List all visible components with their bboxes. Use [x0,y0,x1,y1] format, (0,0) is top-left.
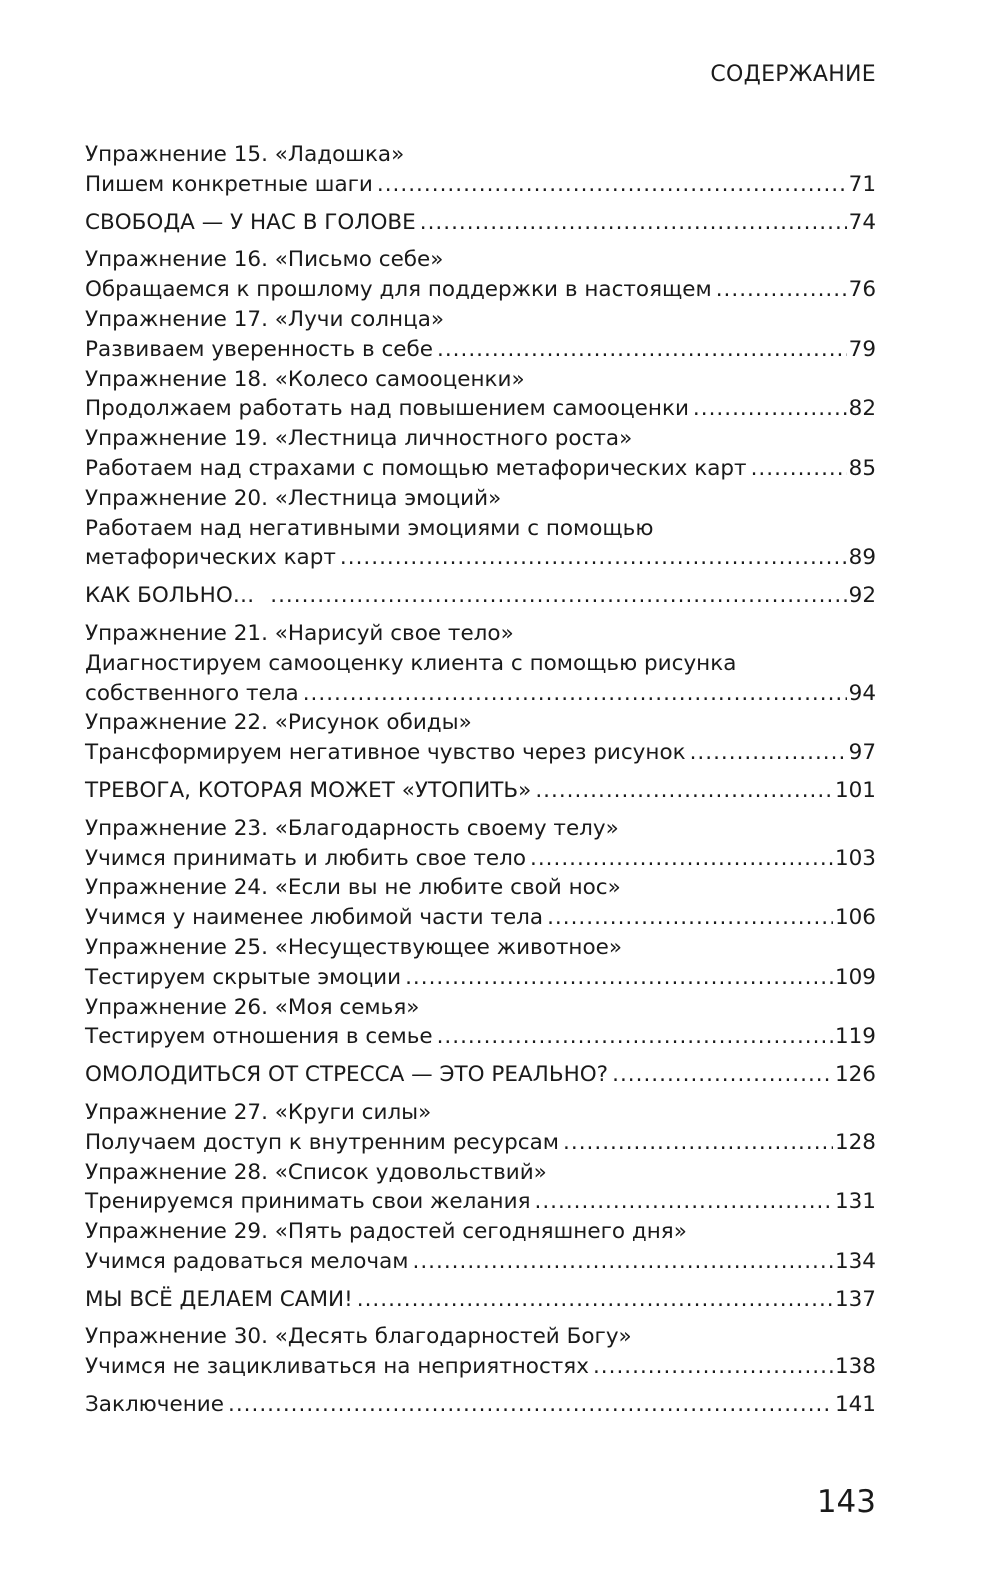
toc-exercise-title: Упражнение 23. «Благодарность своему телу» [85,815,619,841]
toc-entry: Учимся принимать и любить свое тело ..... 103 [85,844,876,874]
toc-exercise-title: Упражнение 24. «Если вы не любите свой нос» [85,875,621,901]
dot-leader [535,1187,833,1217]
page-ref: 101 [834,777,876,803]
dot-leader [593,1352,833,1382]
dot-leader [612,1060,833,1090]
toc-entry: Работаем над страхами с помощью метафорических карт ..... 85 [85,454,876,484]
page-ref: 119 [834,1024,876,1050]
toc-entry: Получаем доступ к внутренним ресурсам ..... 128 [85,1128,876,1158]
toc-entry: Учимся не зацикливаться на неприятностях ..... 138 [85,1352,876,1382]
toc-exercise-title: Упражнение 15. «Ладошка» [85,142,405,167]
page-ref: 134 [834,1248,876,1274]
running-head: СОДЕРЖАНИЕ [710,62,876,87]
dot-leader [340,543,847,573]
page-ref: 141 [834,1392,876,1418]
page-ref: 106 [834,905,876,931]
dot-leader [405,963,833,993]
toc-entry: Пишем конкретные шаги ..... 71 [85,170,876,200]
toc-exercise-title: Упражнение 27. «Круги силы» [85,1099,432,1125]
toc-exercise-title: Упражнение 19. «Лестница личностного роста» [85,426,633,452]
dot-leader [535,776,833,806]
page-ref: 79 [848,336,876,362]
toc-entry: Тестируем отношения в семье ..... 119 [85,1022,876,1052]
toc-entry: Трансформируем негативное чувство через рисунок ..... 97 [85,738,876,768]
dot-leader [420,208,847,238]
page-ref: 109 [834,964,876,990]
dot-leader [563,1128,833,1158]
page-ref: 76 [848,277,876,303]
toc-exercise-title: Упражнение 20. «Лестница эмоций» [85,485,502,511]
dot-leader [716,275,847,305]
toc-entry: Учимся радоваться мелочам ..... 134 [85,1247,876,1277]
page-ref: 92 [848,583,876,609]
page-ref: 137 [834,1286,876,1312]
toc-entry-line1: Работаем над негативными эмоциями с помощью [85,515,654,541]
toc-entry: Тренируемся принимать свои желания ..... 131 [85,1187,876,1217]
page-ref: 131 [834,1189,876,1215]
toc-entry: Обращаемся к прошлому для поддержки в настоящем ..... 76 [85,275,876,305]
dot-leader [547,903,833,933]
toc-exercise-title: Упражнение 17. «Лучи солнца» [85,306,445,332]
page-ref: 97 [848,740,876,766]
dot-leader [690,738,847,768]
page-ref: 89 [848,545,876,571]
toc-exercise-title: Упражнение 28. «Список удовольствий» [85,1159,547,1185]
dot-leader [413,1247,833,1277]
toc-exercise-title: Упражнение 16. «Письмо себе» [85,247,444,273]
page-ref: 128 [834,1129,876,1155]
dot-leader [437,335,847,365]
toc-entry: метафорических карт ..... 89 [85,543,876,573]
page-ref: 103 [834,845,876,871]
toc-exercise-title: Упражнение 21. «Нарисуй свое тело» [85,620,514,646]
page-ref: 85 [848,455,876,481]
toc-entry-line1: Диагностируем самооценку клиента с помощью рисунка [85,650,737,676]
dot-leader [357,1285,833,1315]
page-number: 143 [816,1484,876,1520]
dot-leader [377,170,847,200]
toc-entry: Продолжаем работать над повышением самооценки ..... 82 [85,394,876,424]
toc-entry: Развиваем уверенность в себе ..... 79 [85,335,876,365]
page-ref: 138 [834,1354,876,1380]
toc-conclusion: Заключение ..... 141 [85,1390,876,1420]
dot-leader [530,844,833,874]
dot-leader [751,454,847,484]
toc-exercise-title: Упражнение 30. «Десять благодарностей Богу» [85,1324,632,1350]
toc-section: КАК БОЛЬНО… ..... 92 [85,581,876,611]
page-ref: 82 [848,396,876,422]
toc-section: МЫ ВСЁ ДЕЛАЕМ САМИ! ..... 137 [85,1285,876,1315]
toc-exercise-title: Упражнение 22. «Рисунок обиды» [85,710,472,736]
toc-exercise-title: Упражнение 25. «Несуществующее животное» [85,934,622,960]
toc-section: СВОБОДА — У НАС В ГОЛОВЕ ..... 74 [85,208,876,238]
toc-exercise-title: Упражнение 29. «Пять радостей сегодняшнего дня» [85,1219,687,1245]
toc-entry: Тестируем скрытые эмоции ..... 109 [85,963,876,993]
toc-exercise-title: Упражнение 26. «Моя семья» [85,994,420,1020]
toc-entry: собственного тела ..... 94 [85,679,876,709]
page-ref: 126 [834,1062,876,1088]
toc-section: ОМОЛОДИТЬСЯ ОТ СТРЕССА — ЭТО РЕАЛЬНО? ..... 126 [85,1060,876,1090]
toc-entry: Учимся у наименее любимой части тела ..... 106 [85,903,876,933]
dot-leader [437,1022,833,1052]
toc-exercise-title: Упражнение 18. «Колесо самооценки» [85,366,525,392]
dot-leader [228,1390,833,1420]
toc-section: ТРЕВОГА, КОТОРАЯ МОЖЕТ «УТОПИТЬ» ..... 101 [85,776,876,806]
dot-leader [270,581,846,611]
page-ref: 94 [848,680,876,706]
dot-leader [303,679,847,709]
table-of-contents [85,140,876,1428]
page-ref: 71 [848,171,876,197]
dot-leader [693,394,847,424]
page-ref: 74 [848,209,876,235]
